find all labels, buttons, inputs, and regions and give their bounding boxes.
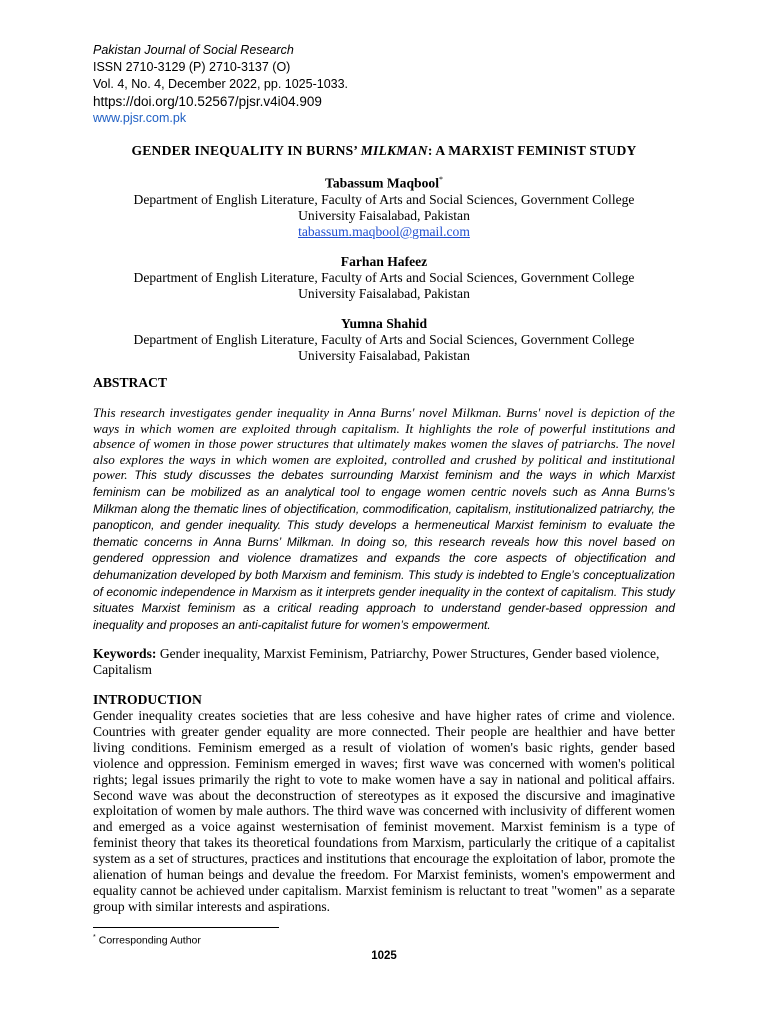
author-name: Yumna Shahid [340, 315, 428, 331]
author-block [93, 316, 675, 364]
introduction-body: Gender inequality creates societies that are less cohesive and have higher rates of crime and violence. Countries with greater gender equality are more connected. Their people are healthier and have better living conditions. Feminism emerged as a result of violation of women's basic rights, gender based violence and oppression. Feminism emerged in waves; first wave was concerned with women's political rights; legal issues primarily the right to vote to make women have a say in national and political affairs. Second wave was about the deconstruction of stereotypes as it exposed the discursive and imaginative exploitation of women by male authors. The third wave was concerned with inclusivity of different women and emerged as a voice against westernisation of feminist movement. Marxist feminism is a type of feminist theory that takes its theoretical foundations from Marxism, particularly the critique of a capitalist system as a set of structures, practices and institutions that encourage the exploitation of labor, promote the alienation of human beings and devalue the freedom. For Marxist feminists, women's empowerment and equality cannot be achieved under capitalism. Marxist feminism is reluctant to treat "women" as a separate group with similar interests and aspirations. [93, 708, 675, 914]
title-part1: GENDER INEQUALITY IN BURNS’ [131, 143, 361, 158]
corresponding-mark: * [438, 175, 443, 184]
journal-header [93, 42, 348, 127]
abstract-text-serif: This research investigates gender inequality in Anna Burns' novel Milkman. Burns' novel is depiction of the ways in which women are exploited through capitalism. It highlights the role of powerful institutions and absence of women in those power structures that ultimately makes women the slaves of patriarchs. The novel also explores the ways in which women are exploited, controlled and crushed by political and institutional power. [93, 405, 675, 483]
author-name-text: Tabassum Maqbool [325, 175, 439, 191]
keywords [93, 646, 675, 678]
author-name [93, 172, 675, 192]
author-block [93, 254, 675, 302]
abstract-text-sans: This study discusses the debates surrounding Marxist feminism and the ways in which Marxist feminism can be mobilized as an analytical tool to engage women centric novels such as Anna Burns’s Milkman along the thematic lines of objectification, commodification, capitalism, institutionalized patriarchy, the panopticon, and gender inequality. This study develops a hermeneutical Marxist feminism to evaluate the thematic concerns in Anna Burns’ Milkman. In doing so, this research reveals how this novel based on gendered oppression and violence dramatizes and expands the core aspects of objectification and dehumanization developed by both Marxism and feminism. This study is indebted to Engle’s conceptualization of economic independence in Marxism as it interprets gender inequality in the context of capitalism. This study situates Marxist feminism as a critical reading approach to understand gender-based oppression and inequality and proposes an anti-capitalist future for women’s empowerment. [93, 468, 675, 632]
title-italic: MILKMAN [360, 143, 428, 158]
journal-issn: ISSN 2710-3129 (P) 2710-3137 (O) [93, 60, 291, 74]
author-affiliation: Department of English Literature, Faculty of Arts and Social Sciences, Government College [133, 191, 635, 207]
author-email-link[interactable]: tabassum.maqbool@gmail.com [298, 223, 470, 239]
footnote-divider [93, 927, 279, 928]
abstract-body [93, 405, 675, 633]
paper-title [0, 143, 768, 159]
keywords-text: Gender inequality, Marxist Feminism, Patriarchy, Power Structures, Gender based violence, Capitalism [93, 646, 660, 677]
author-list [93, 172, 675, 378]
footnote-mark: * [93, 934, 96, 941]
author-affiliation-cont: University Faisalabad, Pakistan [298, 207, 470, 223]
author-affiliation-cont: University Faisalabad, Pakistan [298, 285, 470, 301]
author-name: Farhan Hafeez [340, 253, 428, 269]
journal-name: Pakistan Journal of Social Research [93, 43, 294, 57]
footnote [93, 934, 201, 947]
author-block [93, 172, 675, 240]
keywords-label: Keywords: [93, 646, 157, 661]
journal-volume: Vol. 4, No. 4, December 2022, pp. 1025-1033. [93, 77, 349, 91]
page-number: 1025 [371, 950, 397, 962]
journal-website-link[interactable]: www.pjsr.com.pk [93, 111, 187, 125]
footnote-text: Corresponding Author [98, 934, 201, 947]
doi-link[interactable]: https://doi.org/10.52567/pjsr.v4i04.909 [93, 94, 322, 109]
author-affiliation: Department of English Literature, Faculty of Arts and Social Sciences, Government College [133, 331, 635, 347]
abstract-heading: ABSTRACT [93, 375, 168, 390]
author-affiliation-cont: University Faisalabad, Pakistan [298, 347, 470, 363]
introduction-heading: INTRODUCTION [93, 692, 202, 707]
author-affiliation: Department of English Literature, Faculty of Arts and Social Sciences, Government College [133, 269, 635, 285]
title-part2: : A MARXIST FEMINIST STUDY [427, 143, 637, 158]
